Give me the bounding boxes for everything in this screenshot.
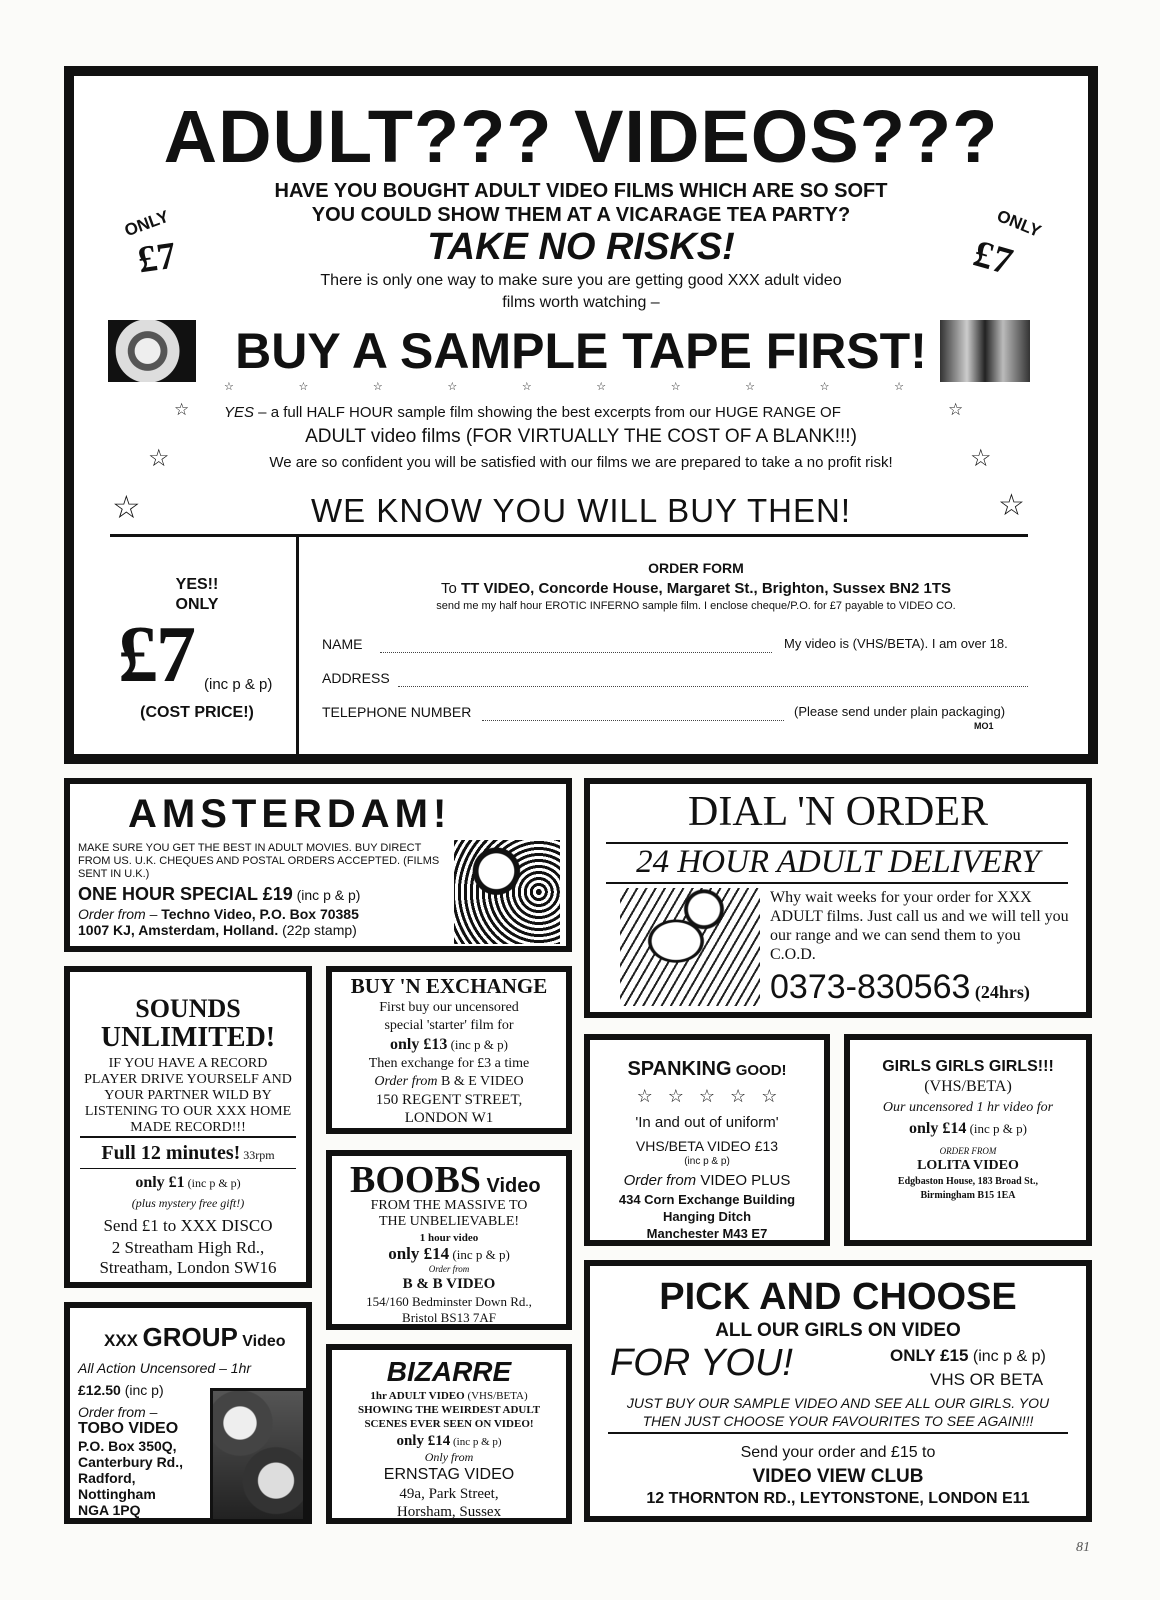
spanking-addr-3: Manchester M43 E7	[646, 1226, 768, 1241]
sounds-duration	[70, 1142, 306, 1165]
boobs-price	[332, 1244, 566, 1264]
sounds-title-1: SOUNDS	[135, 994, 241, 1023]
star-icon: ☆	[112, 489, 141, 525]
price: only £14	[909, 1120, 967, 1137]
divider	[606, 882, 1068, 884]
price-left: £7	[135, 234, 179, 282]
intro-1: There is only one way to make sure you are getting good XXX adult video	[320, 272, 842, 289]
girls-company: LOLITA VIDEO	[917, 1158, 1019, 1173]
yes-label: YES	[224, 404, 255, 421]
star-icon: ☆	[521, 381, 532, 393]
sounds-body: IF YOU HAVE A RECORD PLAYER DRIVE YOURSELF AND YOUR PARTNER WILD BY LISTENING TO OUR XXX HOME MADE RECORD!!!	[84, 1056, 292, 1135]
star-icon: ☆	[670, 381, 681, 393]
sounds-gift: (plus mystery free gift!)	[131, 1196, 245, 1210]
dial-title: DIAL 'N ORDER	[688, 789, 988, 835]
star-icon: ☆	[819, 381, 830, 393]
price-inc: (inc p & p)	[184, 1176, 241, 1190]
divider	[80, 1136, 296, 1138]
bizarre-price	[332, 1432, 566, 1450]
order-to-label: To	[440, 580, 457, 597]
pick-addr: 12 THORNTON RD., LEYTONSTONE, LONDON E11	[646, 1490, 1030, 1507]
title: SPANKING	[627, 1058, 732, 1080]
dial-n-order-ad	[584, 778, 1092, 1018]
only-right: ONLY	[994, 206, 1044, 241]
pick-company: VIDEO VIEW CLUB	[752, 1466, 924, 1487]
amsterdam-special	[78, 884, 360, 905]
name-field[interactable]	[380, 644, 772, 653]
price: £12.50	[78, 1382, 121, 1398]
company: VIDEO PLUS	[696, 1172, 791, 1189]
girls-title: GIRLS GIRLS GIRLS!!!	[882, 1058, 1054, 1075]
bizarre-company: ERNSTAG VIDEO	[383, 1466, 515, 1483]
order-form-title: ORDER FORM	[648, 560, 744, 576]
girls-addr-2: Birmingham B15 1EA	[920, 1190, 1016, 1201]
star-icon: ☆	[948, 400, 964, 419]
price-cost: (COST PRICE!)	[140, 704, 254, 721]
price-inc: (inc p)	[120, 1382, 164, 1398]
spanking-inc: (inc p & p)	[684, 1156, 730, 1167]
price-inc: (inc p & p)	[447, 1037, 508, 1052]
bizarre-l1	[332, 1390, 566, 1402]
boobs-addr-2: Bristol BS13 7AF	[402, 1310, 496, 1325]
star-icon: ☆	[894, 381, 904, 393]
order-label: Order from	[623, 1172, 697, 1189]
boobs-l1: FROM THE MASSIVE TO	[370, 1198, 528, 1213]
exchange-l3: Then exchange for £3 a time	[368, 1056, 530, 1071]
phone-label: TELEPHONE NUMBER	[322, 704, 472, 720]
amsterdam-title: AMSTERDAM!	[128, 792, 452, 836]
bizarre-order: Only from	[424, 1450, 474, 1464]
spanking-order	[590, 1172, 824, 1189]
pick-title: PICK AND CHOOSE	[659, 1276, 1017, 1318]
order-addr-2: 1007 KJ, Amsterdam, Holland.	[78, 922, 279, 938]
spanking-ad	[584, 1034, 830, 1246]
order-stamp: (22p stamp)	[278, 922, 357, 938]
xxx-price	[78, 1382, 164, 1398]
order-label: Order from	[374, 1074, 438, 1089]
price-inc: (inc p & p)	[204, 676, 273, 693]
yes-line	[224, 404, 924, 421]
boobs-duration: 1 hour video	[419, 1232, 479, 1244]
boobs-l2: THE UNBELIEVABLE!	[378, 1214, 520, 1229]
yes-line-2: ADULT video films (FOR VIRTUALLY THE COST OF A BLANK!!!)	[305, 426, 857, 447]
girls-format: (VHS/BETA)	[924, 1078, 1012, 1095]
star-row	[224, 380, 904, 393]
dial-body: Why wait weeks for your order for XXX ADULT films. Just call us and we will tell you our range and we can send them to you C.O.D.	[770, 889, 1069, 963]
spanking-tag: 'In and out of uniform'	[635, 1114, 779, 1131]
bizarre-addr-2: Horsham, Sussex	[396, 1504, 502, 1520]
ad-code: MO1	[974, 721, 994, 731]
price: ONLY £15	[890, 1346, 969, 1365]
sounds-price	[70, 1174, 306, 1192]
boobs-order: Order from	[428, 1264, 470, 1274]
exchange-addr-2: LONDON W1	[404, 1110, 494, 1126]
intro-2: films worth watching –	[502, 294, 660, 311]
rpm: 33rpm	[240, 1148, 275, 1162]
title-2: GOOD!	[731, 1062, 787, 1079]
price-only: ONLY	[175, 596, 219, 613]
girls-ad	[844, 1034, 1092, 1246]
sounds-send: Send £1 to XXX DISCO	[103, 1216, 273, 1235]
duration: Full 12 minutes!	[101, 1142, 241, 1164]
order-from-label: Order from –	[78, 906, 158, 922]
xxx-group-ad	[64, 1302, 312, 1524]
xxx-order: Order from –	[78, 1404, 158, 1420]
price: only £14	[396, 1433, 451, 1449]
spanking-format: VHS/BETA VIDEO £13	[635, 1138, 779, 1154]
price-inc: (inc p & p)	[966, 1121, 1027, 1136]
amsterdam-illustration	[454, 840, 560, 944]
bizarre-ad	[326, 1344, 572, 1524]
girls-order: ORDER FROM	[939, 1146, 997, 1156]
addr-2: Canterbury Rd.,	[78, 1454, 184, 1470]
special-inc: (inc p & p)	[292, 887, 361, 903]
star-icon: ☆	[596, 381, 607, 393]
main-ad	[64, 66, 1098, 764]
buy-exchange-ad	[326, 966, 572, 1134]
pick-format: VHS OR BETA	[930, 1370, 1044, 1389]
order-form-to	[304, 580, 1088, 597]
girls-tag: Our uncensored 1 hr video for	[882, 1100, 1054, 1115]
address-label: ADDRESS	[322, 670, 390, 686]
xxx-tag: All Action Uncensored – 1hr	[78, 1360, 252, 1376]
star-icon: ☆	[447, 381, 458, 393]
price-inc: (inc p & p)	[449, 1247, 510, 1262]
name-label: NAME	[322, 636, 363, 652]
sounds-ad	[64, 966, 312, 1288]
company: B & E VIDEO	[437, 1074, 524, 1089]
confident-line: We are so confident you will be satisfied with our films we are prepared to take a no profit risk!	[269, 454, 893, 471]
sounds-addr-2: Streatham, London SW16	[99, 1258, 277, 1277]
we-know-line: WE KNOW YOU WILL BUY THEN!	[310, 492, 852, 529]
amsterdam-body: MAKE SURE YOU GET THE BEST IN ADULT MOVIES. BUY DIRECT FROM US. U.K. CHEQUES AND POSTAL ORDERS ACCEPTED. (FILMS SENT IN U.K.)	[78, 842, 440, 880]
price: only £13	[390, 1036, 448, 1053]
subhead-1: HAVE YOU BOUGHT ADULT VIDEO FILMS WHICH ARE SO SOFT	[274, 180, 888, 202]
xxx-title	[104, 1322, 286, 1353]
title: BOOBS	[350, 1159, 481, 1201]
exchange-price	[332, 1036, 566, 1054]
addr-3: Radford,	[78, 1470, 136, 1486]
suffix: Video	[237, 1333, 286, 1350]
exchange-order	[332, 1074, 566, 1090]
sounds-addr-1: 2 Streatham High Rd.,	[111, 1238, 265, 1257]
girls-price	[850, 1120, 1086, 1138]
price-big: £7	[118, 611, 194, 699]
divider	[80, 1168, 296, 1169]
exchange-title: BUY 'N EXCHANGE	[350, 974, 548, 998]
price-inc: (inc p & p)	[450, 1436, 502, 1448]
boobs-ad	[326, 1150, 572, 1330]
addr-4: Nottingham	[78, 1486, 156, 1502]
star-icon: ☆	[998, 489, 1025, 522]
pick-for-you: FOR YOU!	[610, 1342, 793, 1384]
headline: ADULT??? VIDEOS???	[163, 95, 999, 178]
girls-addr-1: Edgbaston House, 183 Broad St.,	[897, 1176, 1039, 1187]
sounds-title-2: UNLIMITED!	[100, 1022, 276, 1053]
prefix: XXX	[104, 1331, 139, 1350]
order-send-me: send me my half hour EROTIC INFERNO sample film. I enclose cheque/P.O. for £7 payable to VIDEO CO.	[436, 600, 956, 612]
star-icon: ☆	[224, 381, 234, 393]
addr-1: P.O. Box 350Q,	[78, 1438, 177, 1454]
dial-subtitle: 24 HOUR ADULT DELIVERY	[636, 844, 1040, 880]
pick-and-choose-ad	[584, 1260, 1092, 1522]
order-address: TT VIDEO, Concorde House, Margaret St., Brighton, Sussex BN2 1TS	[460, 580, 952, 597]
dial-hours: (24hrs)	[974, 982, 1030, 1002]
star-icon: ☆	[298, 381, 309, 393]
page-number: 81	[1076, 1540, 1090, 1555]
star-icon: ☆	[148, 445, 170, 472]
price-inc: (inc p & p)	[968, 1348, 1046, 1365]
star-icon: ☆	[745, 381, 756, 393]
only-left: ONLY	[121, 206, 172, 241]
phone-note: (Please send under plain packaging)	[794, 704, 1006, 719]
price-yes: YES!!	[175, 576, 219, 593]
amsterdam-ad	[64, 778, 572, 952]
name-note: My video is (VHS/BETA). I am over 18.	[784, 636, 1008, 651]
yes-text: – a full HALF HOUR sample film showing the best excerpts from our HUGE RANGE OF	[254, 404, 841, 421]
bizarre-l3: SCENES EVER SEEN ON VIDEO!	[364, 1418, 534, 1430]
divider	[608, 1432, 1068, 1434]
pick-send: Send your order and £15 to	[740, 1444, 936, 1461]
price: only £1	[135, 1174, 185, 1191]
star-icon: ☆	[970, 445, 992, 472]
group-photo	[210, 1388, 306, 1522]
divider	[296, 534, 299, 754]
divider	[110, 534, 1028, 537]
pick-price	[890, 1346, 1046, 1366]
boobs-company: B & B VIDEO	[402, 1276, 496, 1292]
special-label: ONE HOUR SPECIAL £19	[78, 884, 293, 904]
boobs-title	[350, 1158, 541, 1202]
l1: 1hr ADULT VIDEO	[370, 1390, 465, 1402]
pick-sub: ALL OUR GIRLS ON VIDEO	[715, 1320, 961, 1341]
address-field[interactable]	[398, 678, 1028, 687]
exchange-l1: First buy our uncensored	[379, 1000, 519, 1015]
spanking-stars: ☆ ☆ ☆ ☆ ☆	[636, 1086, 778, 1106]
title-2: Video	[480, 1175, 541, 1197]
bizarre-l2: SHOWING THE WEIRDEST ADULT	[357, 1404, 541, 1416]
phone-field[interactable]	[482, 712, 784, 721]
exchange-l2: special 'starter' film for	[384, 1018, 514, 1033]
spanking-addr-2: Hanging Ditch	[662, 1209, 752, 1224]
star-icon: ☆	[174, 400, 190, 419]
star-icon: ☆	[372, 381, 383, 393]
take-no-risks: TAKE NO RISKS!	[427, 226, 735, 268]
spanking-addr-1: 434 Corn Exchange Building	[618, 1192, 796, 1207]
xxx-company: TOBO VIDEO	[78, 1420, 179, 1437]
spanking-title	[590, 1058, 824, 1081]
xxx-addr	[78, 1438, 183, 1518]
order-addr: Techno Video, P.O. Box 70385	[157, 906, 359, 922]
bizarre-addr-1: 49a, Park Street,	[399, 1486, 499, 1502]
buy-sample-heading: BUY A SAMPLE TAPE FIRST!	[235, 323, 927, 379]
bizarre-title: BIZARRE	[386, 1356, 512, 1387]
subhead-2: YOU COULD SHOW THEM AT A VICARAGE TEA PARTY?	[311, 204, 851, 226]
l1-fmt: (VHS/BETA)	[464, 1390, 528, 1402]
addr-5: NGA 1PQ	[78, 1502, 141, 1518]
title: GROUP	[142, 1322, 238, 1352]
dial-phone-line	[770, 968, 1030, 1007]
pick-body: JUST BUY OUR SAMPLE VIDEO AND SEE ALL OUR GIRLS. YOU THEN JUST CHOOSE YOUR FAVOURITES TO SEE AGAIN!!!	[626, 1395, 1050, 1429]
exchange-addr-1: 150 REGENT STREET,	[375, 1092, 523, 1108]
price: only £14	[388, 1244, 450, 1263]
price-right: £7	[968, 232, 1018, 284]
amsterdam-order	[78, 906, 359, 938]
dial-phone: 0373-830563	[770, 968, 971, 1006]
delivery-man-illustration	[620, 888, 760, 1006]
boobs-addr-1: 154/160 Bedminster Down Rd.,	[366, 1294, 532, 1309]
